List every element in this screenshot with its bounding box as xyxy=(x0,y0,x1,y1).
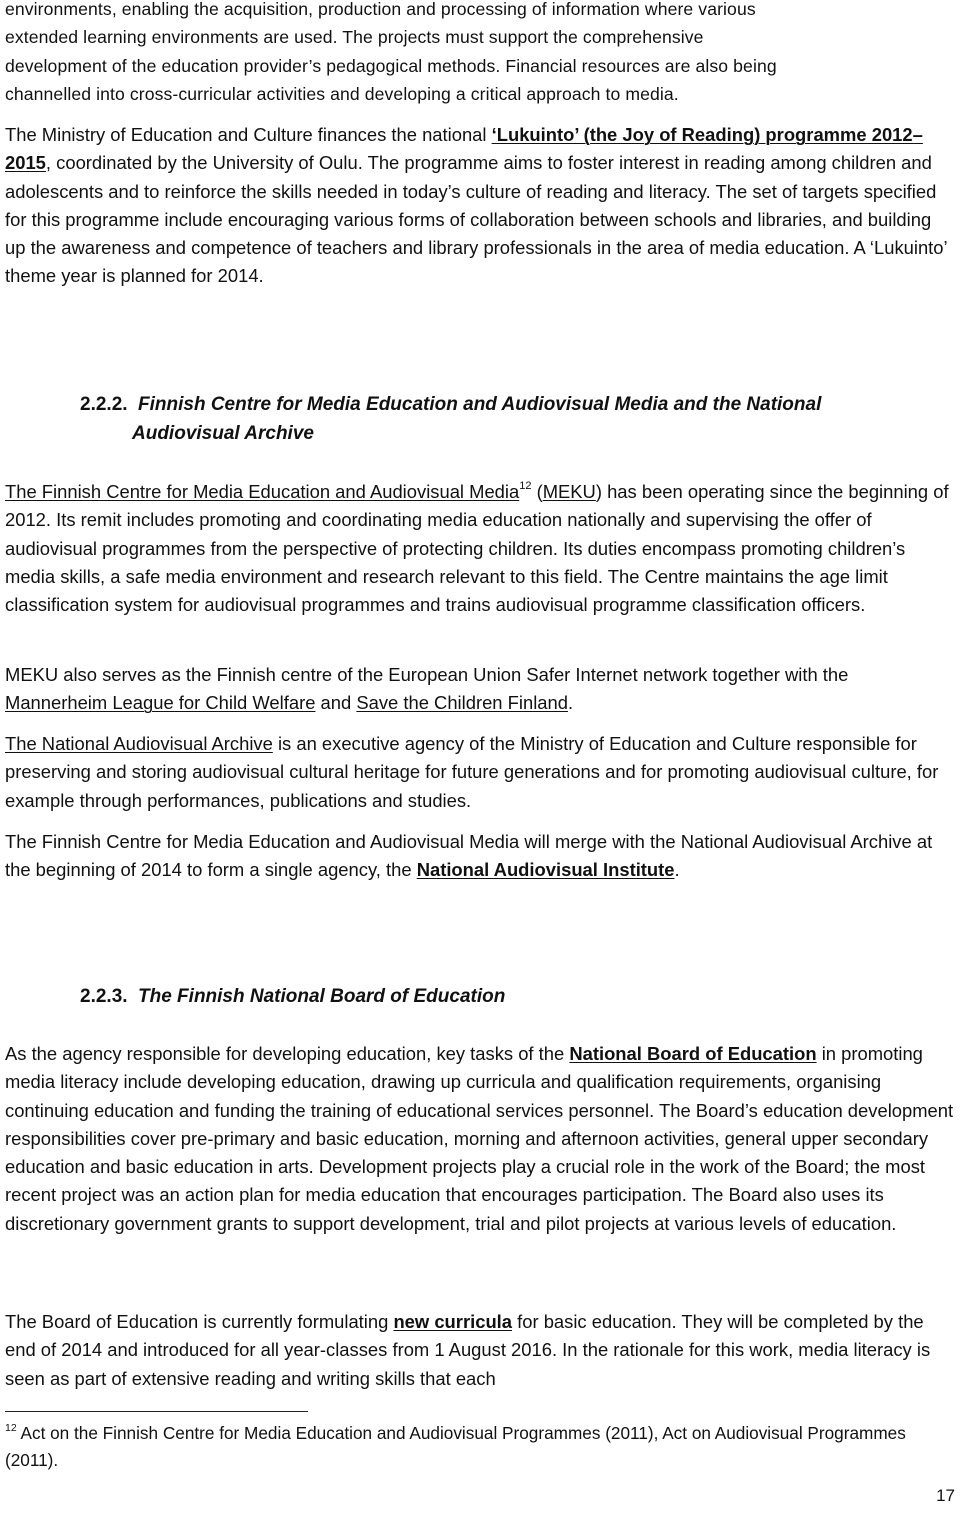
meku2-text-2: and xyxy=(315,692,357,714)
merge-text-1: The Finnish Centre for Media Education and Audiovisual Media will merge with the National Audiovisual Archive at the beginning of 2014 to form a single agency, the xyxy=(5,831,933,881)
meku2-text-1: MEKU also serves as the Finnish centre of the European Union Safer Internet network together with the xyxy=(5,664,849,685)
footnote-number: 12 xyxy=(5,1422,17,1434)
footnote-ref-12[interactable]: 12 xyxy=(519,480,532,492)
section-title-line-1: Finnish Centre for Media Education and Audiovisual Media and the National xyxy=(138,394,822,415)
meku-safer-internet-paragraph xyxy=(5,661,955,718)
lukuinto-link[interactable]: ‘Lukuinto’ (the Joy of Reading) programme 2012–2015 xyxy=(5,124,923,174)
merge-text-2: . xyxy=(674,859,680,881)
meku-text-2: ) has been operating since the beginning of 2012. Its remit includes promoting and coordinating media education nationally and supervising the offer of audiovisual programmes from the perspective of protecting children. Its duties encompass promoting children’s media skills, a safe media environment and research relevant to this field. The Centre maintains the age limit classification system for audiovisual programmes and trains audiovisual programme classification officers. xyxy=(5,481,949,616)
section-number: 2.2.3. xyxy=(80,986,128,1007)
section-heading-2-2-3 xyxy=(80,983,940,1012)
lukuinto-text-1: The Ministry of Education and Culture finances the national xyxy=(5,124,487,145)
page-number: 17 xyxy=(936,1486,955,1505)
board-text-1: As the agency responsible for developing education, key tasks of the xyxy=(5,1043,570,1064)
national-audiovisual-institute-link[interactable]: National Audiovisual Institute xyxy=(416,859,675,881)
footnote-text: Act on the Finnish Centre for Media Education and Audiovisual Programmes (2011), Act on Audiovisual Programmes (2011). xyxy=(5,1423,906,1470)
lukuinto-text-2: , coordinated by the University of Oulu. The programme aims to foster interest in reading among children and adolescents and to reinforce the skills needed in today’s culture of reading and literacy. The set of targets specified for this programme include encouraging various forms of collaboration between schools and libraries, and building up the awareness and competence of teachers and library professionals in the area of media education. A ‘Lukuinto’ theme year is planned for 2014. xyxy=(5,152,947,287)
curricula-text-2: for basic education. They will be completed by the end of 2014 and introduced for all year-classes from 1 August 2016. In the rationale for this work, media literacy is seen as part of extensive reading and writing skills that each xyxy=(5,1311,931,1389)
meku-paragraph xyxy=(5,478,955,619)
section-title-line-2: Audiovisual Archive xyxy=(132,422,314,444)
save-the-children-link[interactable]: Save the Children Finland xyxy=(356,692,568,714)
national-audiovisual-archive-link[interactable]: The National Audiovisual Archive xyxy=(5,733,273,754)
intro-paragraph xyxy=(5,0,955,108)
section-title: The Finnish National Board of Education xyxy=(138,986,506,1007)
lukuinto-paragraph xyxy=(5,121,955,291)
mannerheim-league-link[interactable]: Mannerheim League for Child Welfare xyxy=(5,692,316,714)
board-text-2: in promoting media literacy include developing education, drawing up curricula and qualification requirements, organising continuing education and funding the training of educational services personnel. The Board’s education development responsibilities cover pre-primary and basic education, morning and afternoon activities, general upper secondary education and basic education in arts. Development projects play a crucial role in the work of the Board; the most recent project was an action plan for media education that encourages participation. The Board also uses its discretionary government grants to support development, trial and pilot projects at various levels of education. xyxy=(5,1043,954,1234)
meku-text-1: ( xyxy=(531,481,543,502)
footnote-divider xyxy=(5,1411,308,1412)
meku-abbr-link[interactable]: MEKU xyxy=(542,481,596,502)
meku-link[interactable]: The Finnish Centre for Media Education and Audiovisual Media xyxy=(5,481,520,502)
board-paragraph xyxy=(5,1040,955,1238)
intro-line-3: development of the education provider’s pedagogical methods. Financial resources are also being xyxy=(5,55,777,76)
intro-line-4: channelled into cross-curricular activities and developing a critical approach to media. xyxy=(5,83,679,104)
section-number: 2.2.2. xyxy=(80,394,128,415)
intro-line-1: environments, enabling the acquisition, production and processing of information where various xyxy=(5,0,756,19)
intro-line-2: extended learning environments are used. The projects must support the comprehensive xyxy=(5,27,704,48)
footnote-12 xyxy=(5,1420,955,1474)
new-curricula-link[interactable]: new curricula xyxy=(393,1311,513,1332)
archive-text: is an executive agency of the Ministry of Education and Culture responsible for preserving and storing audiovisual cultural heritage for future generations and for promoting audiovisual culture, for example through performances, publications and studies. xyxy=(5,733,939,811)
merge-paragraph xyxy=(5,828,955,885)
section-heading-2-2-2 xyxy=(80,391,940,448)
curricula-text-1: The Board of Education is currently formulating xyxy=(5,1311,394,1332)
archive-paragraph xyxy=(5,730,955,815)
meku2-text-3: . xyxy=(567,692,574,714)
national-board-of-education-link[interactable]: National Board of Education xyxy=(569,1043,817,1064)
curricula-paragraph xyxy=(5,1308,955,1393)
